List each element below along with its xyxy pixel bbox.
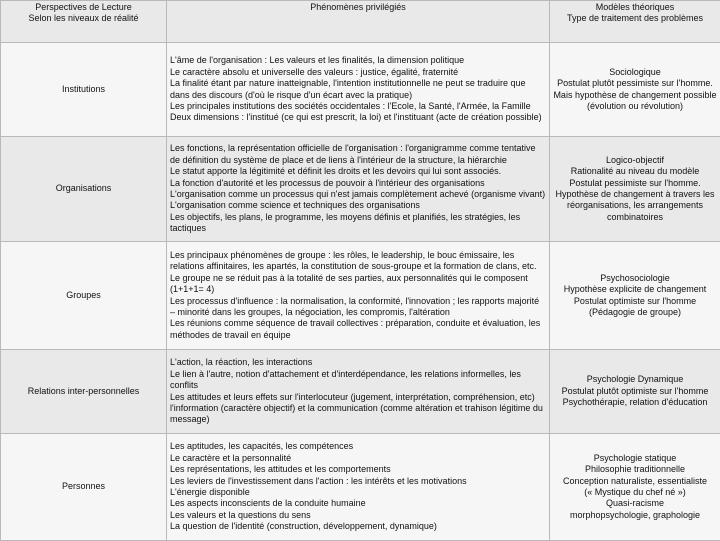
- model-line: Rationalité au niveau du modèle: [553, 166, 717, 177]
- model-line: Psychologie statique: [553, 453, 717, 464]
- model-line: Philosophie traditionnelle: [553, 464, 717, 475]
- phenomena-cell: [167, 350, 550, 434]
- phenomena-line: Les processus d'influence : la normalisation, la conformité, l'innovation ; les rapports majorité – minorité dans les groupes, la négociation, les compromis, l'altération: [170, 296, 546, 319]
- model-line: Psychosociologie: [553, 273, 717, 284]
- phenomena-line: Le lien à l'autre, notion d'attachement et d'interdépendance, les relations informelles, les conflits: [170, 369, 546, 392]
- model-line: Postulat optimiste sur l'homme: [553, 296, 717, 307]
- header-perspectives: [1, 1, 167, 43]
- table-row: [1, 43, 720, 137]
- phenomena-line: Les aspects inconscients de la conduite humaine: [170, 498, 546, 509]
- model-line: Postulat plutôt pessimiste sur l'homme.: [553, 78, 717, 89]
- phenomena-line: Les leviers de l'investissement dans l'action : les intérêts et les motivations: [170, 476, 546, 487]
- model-line: Sociologique: [553, 67, 717, 78]
- level-label: Groupes: [4, 290, 163, 301]
- phenomena-line: Le statut apporte la légitimité et définit les droits et les devoirs qui lui sont associés.: [170, 166, 546, 177]
- level-label: Organisations: [4, 183, 163, 194]
- phenomena-line: Deux dimensions : l'institué (ce qui est prescrit, la loi) et l'instituant (acte de création possible): [170, 112, 546, 123]
- phenomena-line: Le groupe ne se réduit pas à la totalité de ses parties, aux personnalités qui le composent (1+1+1= 4): [170, 273, 546, 296]
- phenomena-line: Le caractère et la personnalité: [170, 453, 546, 464]
- model-line: Quasi-racisme: [553, 498, 717, 509]
- phenomena-line: Les représentations, les attitudes et les comportements: [170, 464, 546, 475]
- model-line: Postulat plutôt optimiste sur l'homme: [553, 386, 717, 397]
- phenomena-line: La question de l'identité (construction, développement, dynamique): [170, 521, 546, 532]
- phenomena-line: Les fonctions, la représentation officielle de l'organisation : l'organigramme comme tentative de définition du système de place et de liens à l'intérieur de la structure, la hiérarchie: [170, 143, 546, 166]
- phenomena-line: La fonction d'autorité et les processus de pouvoir à l'intérieur des organisations: [170, 178, 546, 189]
- phenomena-line: Les réunions comme séquence de travail collectives : préparation, conduite et évaluation, les méthodes de travail en équipe: [170, 318, 546, 341]
- phenomena-cell: [167, 43, 550, 137]
- model-cell: [550, 350, 720, 434]
- header-line: Phénomènes privilégiés: [170, 2, 546, 13]
- phenomena-cell: [167, 434, 550, 541]
- header-phenomenes: [167, 1, 550, 43]
- phenomena-line: Les aptitudes, les capacités, les compétences: [170, 441, 546, 452]
- phenomena-line: Les objectifs, les plans, le programme, les moyens définis et planifiés, les stratégies, les tactiques: [170, 212, 546, 235]
- model-cell: [550, 137, 720, 242]
- phenomena-line: L'organisation comme science et techniques des organisations: [170, 200, 546, 211]
- level-cell: [1, 242, 167, 350]
- level-cell: [1, 434, 167, 541]
- model-line: (Pédagogie de groupe): [553, 307, 717, 318]
- phenomena-line: Le caractère absolu et universelle des valeurs : justice, égalité, fraternité: [170, 67, 546, 78]
- model-line: Psychologie Dynamique: [553, 374, 717, 385]
- header-line: Type de traitement des problèmes: [553, 13, 717, 24]
- table-row: [1, 137, 720, 242]
- table-header-row: [1, 1, 720, 43]
- phenomena-line: L'action, la réaction, les interactions: [170, 357, 546, 368]
- model-line: Conception naturaliste, essentialiste: [553, 476, 717, 487]
- phenomena-line: La finalité étant par nature inatteignable, l'intention institutionnelle ne peut se traduire que dans des discours (d'où le risque d'un écart avec la pratique): [170, 78, 546, 101]
- level-label: Personnes: [4, 481, 163, 492]
- model-line: (« Mystique du chef né »): [553, 487, 717, 498]
- phenomena-line: l'information (caractère objectif) et la communication (comme altération et trahison légitime du message): [170, 403, 546, 426]
- phenomena-line: Les principaux phénomènes de groupe : les rôles, le leadership, le bouc émissaire, les relations affinitaires, les apartés, la constitution de sous-groupe et la formation de clans, etc.: [170, 250, 546, 273]
- header-line: Perspectives de Lecture: [4, 2, 163, 13]
- model-line: Logico-objectif: [553, 155, 717, 166]
- phenomena-line: L'âme de l'organisation : Les valeurs et les finalités, la dimension politique: [170, 55, 546, 66]
- model-cell: [550, 43, 720, 137]
- model-line: morphopsychologie, graphologie: [553, 510, 717, 521]
- level-cell: [1, 137, 167, 242]
- model-line: Hypothèse explicite de changement: [553, 284, 717, 295]
- phenomena-line: Les valeurs et la questions du sens: [170, 510, 546, 521]
- header-line: Selon les niveaux de réalité: [4, 13, 163, 24]
- phenomena-cell: [167, 137, 550, 242]
- header-modeles: [550, 1, 720, 43]
- model-line: Psychothérapie, relation d'éducation: [553, 397, 717, 408]
- model-cell: [550, 242, 720, 350]
- model-line: Mais hypothèse de changement possible (évolution ou révolution): [553, 90, 717, 113]
- level-label: Relations inter-personnelles: [4, 386, 163, 397]
- model-line: Hypothèse de changement à travers les réorganisations, les arrangements combinatoires: [553, 189, 717, 223]
- level-label: Institutions: [4, 84, 163, 95]
- level-cell: [1, 350, 167, 434]
- phenomena-cell: [167, 242, 550, 350]
- model-cell: [550, 434, 720, 541]
- phenomena-line: Les attitudes et leurs effets sur l'interlocuteur (jugement, interprétation, compréhension, etc): [170, 392, 546, 403]
- table-row: [1, 350, 720, 434]
- phenomena-line: L'énergie disponible: [170, 487, 546, 498]
- phenomena-line: Les principales institutions des sociétés occidentales : l'Ecole, la Santé, l'Armée, la Famille: [170, 101, 546, 112]
- phenomena-line: L'organisation comme un processus qui n'est jamais complètement achevé (organisme vivant): [170, 189, 546, 200]
- model-line: Postulat pessimiste sur l'homme.: [553, 178, 717, 189]
- header-line: Modèles théoriques: [553, 2, 717, 13]
- table-row: [1, 242, 720, 350]
- table-row: [1, 434, 720, 541]
- level-cell: [1, 43, 167, 137]
